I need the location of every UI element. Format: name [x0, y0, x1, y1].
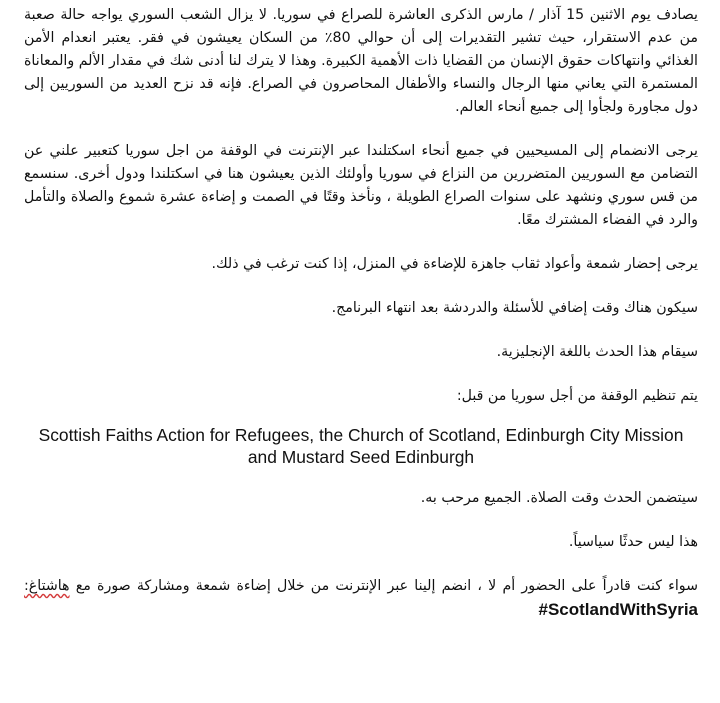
prayer-paragraph: سيتضمن الحدث وقت الصلاة. الجميع مرحب به. [420, 490, 698, 506]
hashtag-word: هاشتاغ: [24, 578, 70, 594]
questions-paragraph: سيكون هناك وقت إضافي للأسئلة والدردشة بعد انتهاء البرنامج. [331, 300, 698, 316]
intro-paragraph: يصادف يوم الاثنين 15 آذار / مارس الذكرى العاشرة للصراع في سوريا. لا يزال الشعب السوري يواجه حالة صعبة من عدم الاستقرار، حيث تشير التقديرات إلى أن حوالي 80٪ من السكان يعيشون في فقر. يعتبر انعدام الأمن الغذائي وانتهاكات حقوق الإنسان من القضايا ذات الأهمية الكبيرة. وهذا لا يترك لنا أدنى شك في مقدار الألم والمعاناة المستمرة التي يعاني منها الرجال والنساء والأطفال المحاصرون في الصراع. فإنه قد نزح العديد من السوريين إلى دول مجاورة ولجأوا إلى جميع أنحاء العالم. [24, 7, 698, 115]
candle-paragraph: يرجى إحضار شمعة وأعواد ثقاب جاهزة للإضاءة في المنزل، إذا كنت ترغب في ذلك. [211, 256, 698, 272]
language-paragraph: سيقام هذا الحدث باللغة الإنجليزية. [496, 344, 698, 360]
join-paragraph [24, 575, 698, 623]
hashtag: #ScotlandWithSyria [538, 600, 698, 619]
organizers-list: Scottish Faiths Action for Refugees, the Church of Scotland, Edinburgh City Mission and Mustard Seed Edinburgh [38, 425, 684, 467]
organized-by-paragraph: يتم تنظيم الوقفة من أجل سوريا من قبل: [456, 388, 698, 404]
invitation-paragraph: يرجى الانضمام إلى المسيحيين في جميع أنحاء اسكتلندا عبر الإنترنت في الوقفة من اجل سوريا كتعبير علني عن التضامن مع السوريين المتضررين من النزاع في سوريا وأولئك الذين يعيشون هنا في اسكتلندا ودول أخرى. سنسمع من قس سوري ونشهد على سنوات الصراع الطويلة ، ونأخذ وقتًا في الصمت و إضاءة عشرة شموع والصلاة والتأمل والرد في الفضاء المشترك معًا. [24, 143, 698, 228]
document-body [24, 4, 698, 644]
join-text: سواء كنت قادراً على الحضور أم لا ، انضم إلينا عبر الإنترنت من خلال إضاءة شمعة ومشاركة صورة مع [69, 578, 698, 594]
not-political-paragraph: هذا ليس حدثًا سياسياً. [568, 534, 698, 550]
